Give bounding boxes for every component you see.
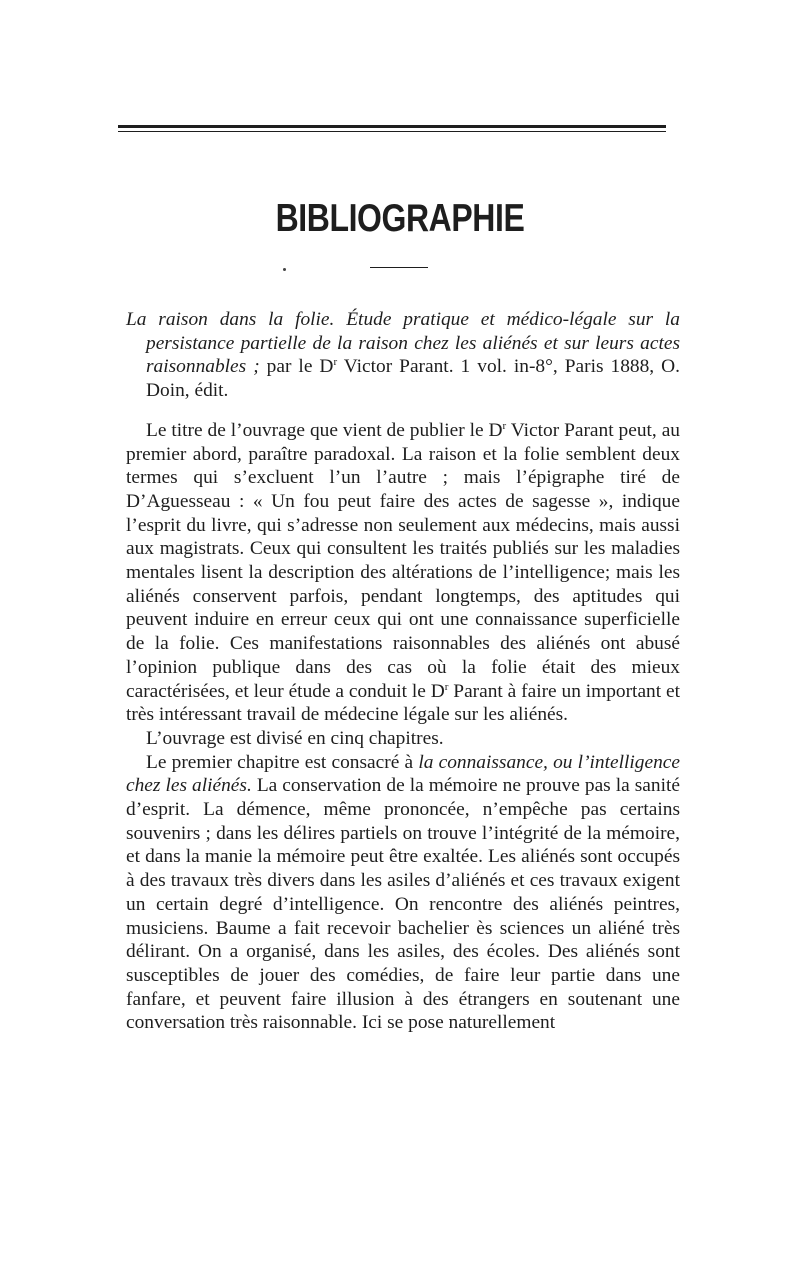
header-rule-thick <box>118 125 666 128</box>
reference-author: Victor Parant. 1 vol. in-8°, Paris 1888, O. Doin, édit. <box>146 356 680 402</box>
reference-sup: r <box>333 356 338 369</box>
paragraph-2: L’ouvrage est divisé en cinq chapitres. <box>146 727 444 749</box>
ornament-dot <box>283 268 286 271</box>
header-rule-thin <box>118 131 666 132</box>
paragraph-3 <box>126 751 680 1035</box>
title-separator-rule <box>370 267 428 268</box>
paragraph-1-text-c: Parant à faire un important et très intéressant travail de médecine légale sur les aliénés. <box>126 680 680 726</box>
article-body <box>126 308 680 1035</box>
paragraph-1-sup-1: r <box>502 419 507 432</box>
page-title: BIBLIOGRAPHIE <box>275 197 525 240</box>
paragraph-3-text-b: La conservation de la mémoire ne prouve pas la sanité d’esprit. La démence, même prononcée, n’empêche pas certains souvenirs ; dans les délires partiels on trouve l’intégrité de la mémoire, et dans la manie la mémoire peut être exaltée. Les aliénés sont occupés à des travaux très divers dans les asiles d’aliénés et ces travaux exigent un certain degré d’intelligence. On rencontre des aliénés peintres, musiciens. Baume a fait recevoir bachelier ès sciences un aliéné très délirant. On a organisé, dans les asiles, des écoles. Des aliénés sont susceptibles de jouer des comédies, de faire leur partie dans une fanfare, et peuvent faire illusion à des étrangers en soutenant une conversation très raisonnable. Ici se pose naturellement <box>126 775 680 1034</box>
paragraph-1-text-b: Victor Parant peut, au premier abord, paraître paradoxal. La raison et la folie semblent deux termes qui s’excluent l’un l’autre ; mais l’épigraphe tiré de D’Aguesseau : « Un fou peut faire des actes de sagesse », indique l’esprit du livre, qui s’adresse non seulement aux médecins, mais aussi aux magistrats. Ceux qui consultent les traités publiés sur les maladies mentales lisent la description des altérations de l’intelligence; mais les aliénés conservent parfois, pendant longtemps, des aptitudes qui peuvent induire en erreur ceux qui ont une connaissance superficielle de la folie. Ces manifestations raisonnables des aliénés ont abusé l’opinion publique dans des cas où la folie était des mieux caractérisées, et leur étude a conduit le D <box>126 419 680 702</box>
bibliographic-reference <box>126 308 680 403</box>
paragraph-3-text-a: Le premier chapitre est consacré à <box>146 751 419 773</box>
reference-by: par le D <box>266 356 334 378</box>
paragraph-3-italic: la connaissance, ou l’intelligence chez les aliénés. <box>126 751 680 797</box>
paragraph-1 <box>126 419 680 727</box>
paragraph-1-text-a: Le titre de l’ouvrage que vient de publier le D <box>146 419 503 441</box>
paragraph-1-sup-2: r <box>444 680 449 693</box>
reference-title: La raison dans la folie. Étude pratique et médico-légale sur la persistance partielle de la raison chez les aliénés et sur leurs actes raisonnables ; <box>126 309 680 378</box>
